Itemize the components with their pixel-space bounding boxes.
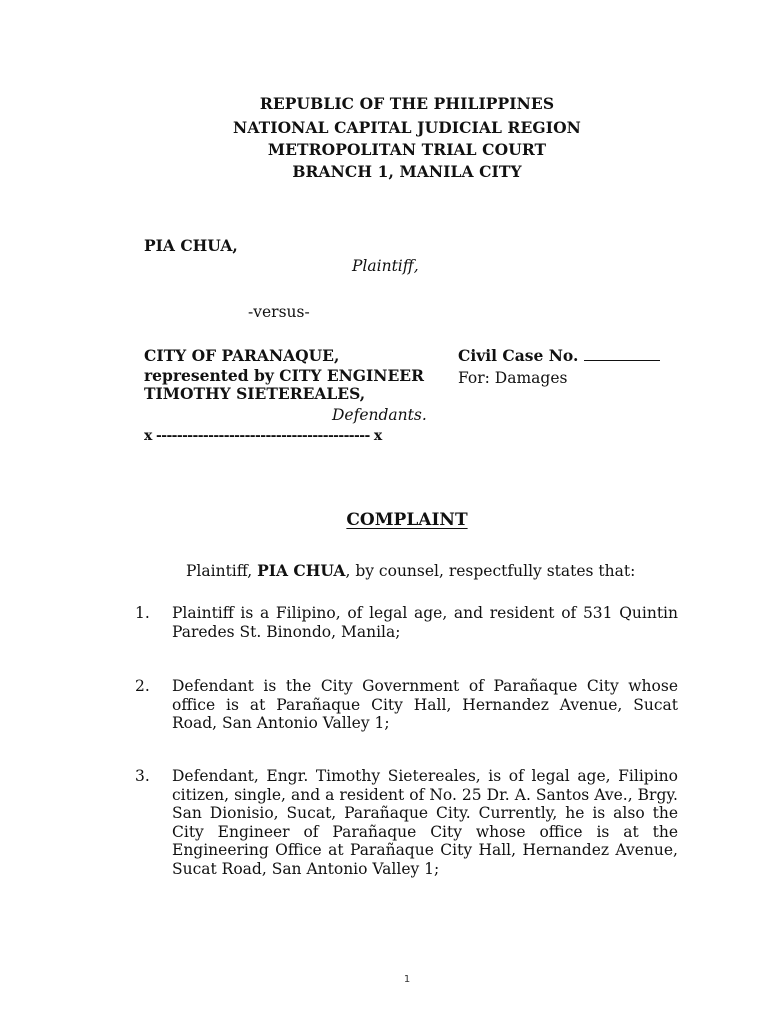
versus-label: -versus-: [248, 303, 310, 321]
case-number: [458, 346, 660, 365]
intro-prefix: Plaintiff,: [186, 562, 258, 580]
paragraph-1-text: Plaintiff is a Filipino, of legal age, and resident of 531 Quintin Paredes St. Binondo, Manila;: [172, 604, 678, 641]
intro-plaintiff-name: PIA CHUA: [257, 561, 346, 580]
paragraph-3-number: 3.: [135, 767, 150, 785]
header-branch: BRANCH 1, MANILA CITY: [292, 162, 522, 181]
header-republic: REPUBLIC OF THE PHILIPPINES: [259, 94, 555, 113]
defendant-role: Defendants.: [332, 406, 427, 424]
plaintiff-name: PIA CHUA,: [144, 236, 238, 255]
paragraph-2-number: 2.: [135, 677, 150, 695]
header-court: METROPOLITAN TRIAL COURT: [267, 140, 547, 159]
intro-statement: [186, 561, 635, 580]
case-number-blank: [584, 348, 660, 361]
case-number-label: Civil Case No.: [458, 346, 579, 365]
plaintiff-role: Plaintiff,: [352, 257, 419, 275]
case-for: For: Damages: [458, 369, 568, 387]
intro-suffix: , by counsel, respectfully states that:: [345, 562, 636, 580]
defendant-line-2: represented by CITY ENGINEER: [144, 366, 424, 385]
paragraph-2-text: Defendant is the City Government of Parañaque City whose office is at Parañaque City Hall, Hernandez Avenue, Sucat Road, San Antonio Valley 1;: [172, 677, 678, 732]
header-region: NATIONAL CAPITAL JUDICIAL REGION: [233, 118, 581, 137]
page-number: 1: [403, 974, 411, 985]
defendant-line-3: TIMOTHY SIETEREALES,: [144, 384, 366, 403]
caption-separator: x ----------------------------------------- x: [144, 428, 382, 444]
paragraph-1-number: 1.: [135, 604, 150, 622]
document-title: COMPLAINT: [346, 510, 468, 530]
defendant-line-1: CITY OF PARANAQUE,: [144, 346, 340, 365]
paragraph-3-text: Defendant, Engr. Timothy Sietereales, is of legal age, Filipino citizen, single, and a resident of No. 25 Dr. A. Santos Ave., Brgy. San Dionisio, Sucat, Parañaque City. Currently, he is also the City Engineer of Parañaque City whose office is at the Engineering Office at Parañaque City Hall, Hernandez Avenue, Sucat Road, San Antonio Valley 1;: [172, 767, 678, 878]
